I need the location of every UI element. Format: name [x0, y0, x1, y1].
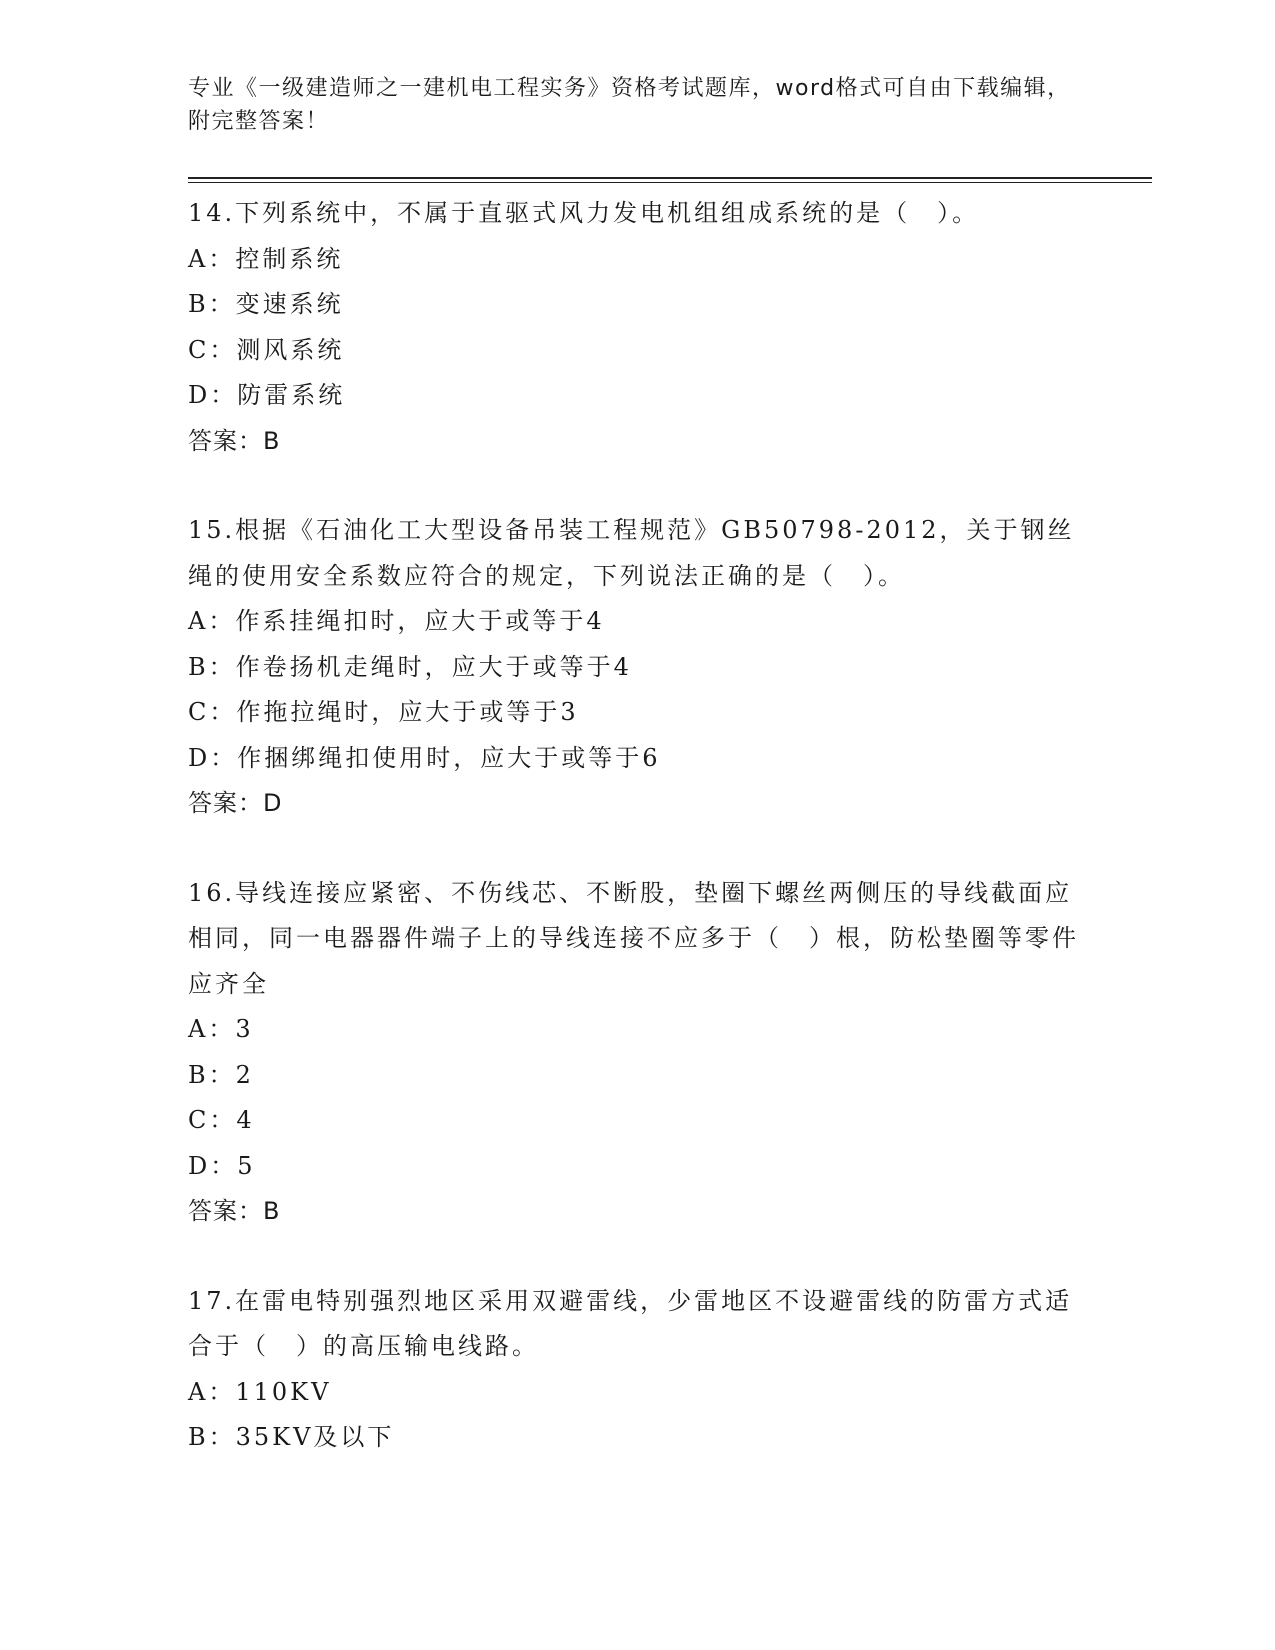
option-c: C：作拖拉绳时，应大于或等于3	[188, 698, 579, 726]
option-d: D：5	[188, 1151, 256, 1180]
header-divider-thin	[188, 182, 1152, 183]
question-stem: 16.导线连接应紧密、不伤线芯、不断股，垫圈下螺丝两侧压的导线截面应相同，同一电器器件端子上的导线连接不应多于（ ）根，防松垫圈等零件应齐全	[188, 878, 1079, 998]
option-a: A：3	[188, 1015, 254, 1043]
question-stem: 17.在雷电特别强烈地区采用双避雷线，少雷地区不设避雷线的防雷方式适合于（ ）的高压输电线路。	[188, 1286, 1073, 1360]
question-17	[188, 1279, 1088, 1461]
option-a: A：作系挂绳扣时，应大于或等于4	[188, 607, 605, 635]
option-b: B：2	[188, 1060, 254, 1089]
question-16	[188, 871, 1088, 1235]
option-d: D：防雷系统	[188, 381, 346, 409]
document-header	[188, 72, 1088, 138]
option-c: C：测风系统	[188, 335, 345, 364]
answer-line: 答案：B	[188, 1197, 281, 1225]
header-intro-text: 专业《一级建造师之一建机电工程实务》资格考试题库，word格式可自由下载编辑，附完整答案！	[188, 76, 1071, 134]
option-d: D：作捆绑绳扣使用时，应大于或等于6	[188, 743, 661, 772]
option-a: A：110KV	[188, 1377, 332, 1406]
question-stem: 15.根据《石油化工大型设备吊装工程规范》GB50798-2012，关于钢丝绳的使用安全系数应符合的规定，下列说法正确的是（ ）。	[188, 516, 1075, 590]
question-stem: 14.下列系统中，不属于直驱式风力发电机组组成系统的是（ ）。	[188, 199, 980, 227]
answer-line: 答案：D	[188, 789, 283, 817]
question-14	[188, 191, 1088, 464]
header-divider-thick	[188, 177, 1152, 179]
option-b: B：作卷扬机走绳时，应大于或等于4	[188, 652, 632, 681]
option-a: A：控制系统	[188, 244, 344, 273]
option-c: C：4	[188, 1106, 255, 1134]
option-b: B：变速系统	[188, 290, 344, 318]
answer-line: 答案：B	[188, 426, 281, 455]
option-b: B：35KV及以下	[188, 1423, 395, 1451]
question-list	[188, 191, 1088, 1461]
question-15	[188, 508, 1088, 827]
